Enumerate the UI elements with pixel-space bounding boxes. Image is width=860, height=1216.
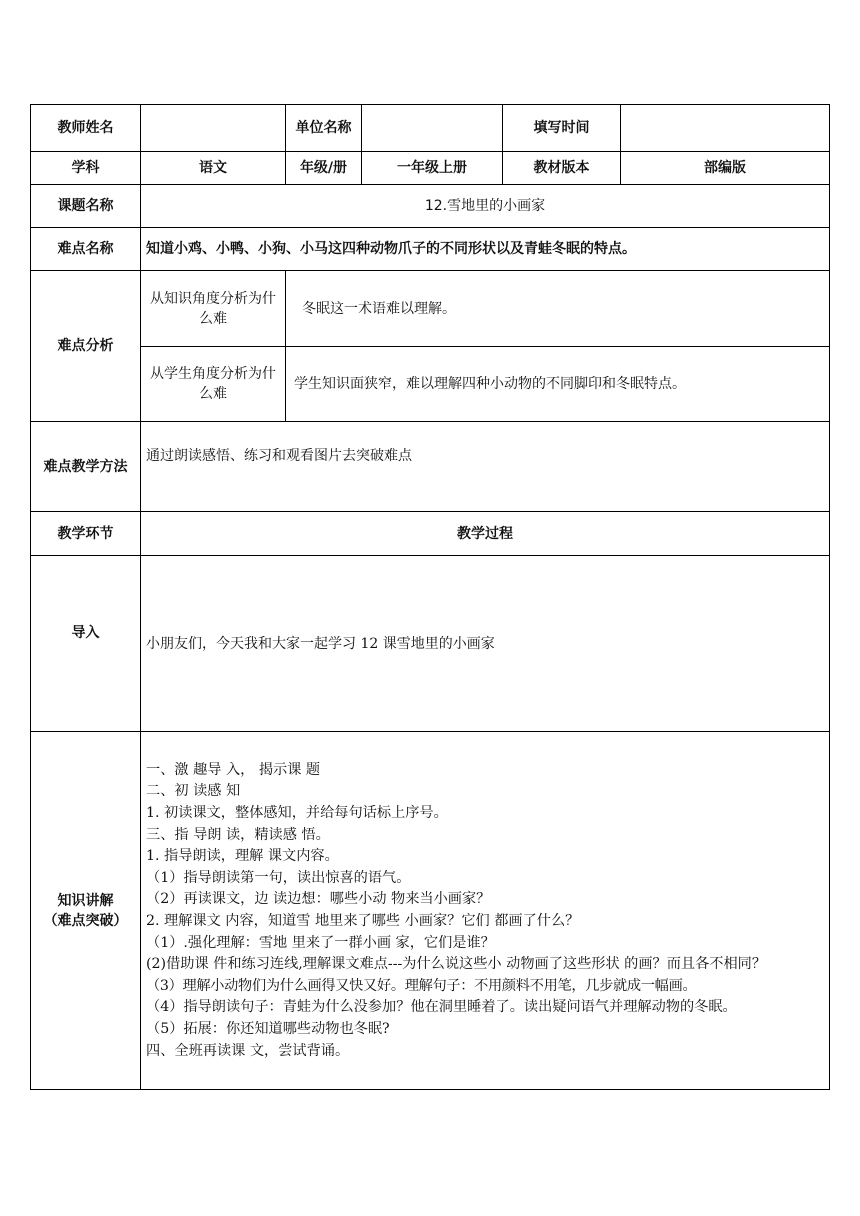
knowledge-line: 四、全班再读课 文，尝试背诵。 xyxy=(146,1042,350,1059)
student-angle-value: 学生知识面狭窄，难以理解四种小动物的不同脚印和冬眠特点。 xyxy=(286,347,830,422)
row-teacher-info xyxy=(31,105,830,152)
knowledge-line: （5）拓展：你还知道哪些动物也冬眠? xyxy=(146,1020,390,1037)
subject-label: 学科 xyxy=(31,152,141,185)
knowledge-angle-value: 冬眠这一术语难以理解。 xyxy=(286,271,830,347)
topic-value: 12.雪地里的小画家 xyxy=(141,185,830,228)
edition-value: 部编版 xyxy=(621,152,830,185)
knowledge-line: （1）.强化理解：雪地 里来了一群小画 家，它们是谁？ xyxy=(146,934,495,951)
row-analysis-student xyxy=(31,347,830,422)
fill-time-value xyxy=(621,105,830,152)
knowledge-line: (2)借助课 件和练习连线,理解课文难点-‐-为什么说这些小 动物画了这些形状 的画？而且各不相同？ xyxy=(146,956,767,973)
knowledge-line: （3）理解小动物们为什么画得又快又好。理解句子：不用颜料不用笔，几步就成一幅画。 xyxy=(146,977,697,994)
stage-header: 教学环节 xyxy=(31,512,141,556)
grade-label: 年级/册 xyxy=(286,152,362,185)
knowledge-line: （2）再读课文，边 读边想：哪些小动 物来当小画家？ xyxy=(146,891,491,908)
difficulty-value: 知道小鸡、小鸭、小狗、小马这四种动物爪子的不同形状以及青蛙冬眠的特点。 xyxy=(141,228,830,271)
knowledge-line: 2. 理解课文 内容，知道雪 地里来了哪些 小画家？它们 都画了什么？ xyxy=(146,913,580,929)
subject-value: 语文 xyxy=(141,152,286,185)
knowledge-line: 1. 指导朗读，理解 课文内容。 xyxy=(146,848,339,865)
analysis-label: 难点分析 xyxy=(31,271,141,422)
method-label: 难点教学方法 xyxy=(31,422,141,512)
row-intro xyxy=(31,556,830,732)
knowledge-angle-label: 从知识角度分析为什么难 xyxy=(141,271,286,347)
knowledge-line: 1. 初读课文，整体感知，并给每句话标上序号。 xyxy=(146,805,448,822)
row-knowledge xyxy=(31,732,830,1090)
process-header: 教学过程 xyxy=(141,512,830,556)
grade-value: 一年级上册 xyxy=(362,152,503,185)
fill-time-label: 填写时间 xyxy=(503,105,621,152)
difficulty-label: 难点名称 xyxy=(31,228,141,271)
knowledge-line: 一、激 趣导 入， 揭示课 题 xyxy=(146,761,321,778)
unit-name-value xyxy=(362,105,503,152)
lesson-plan-table xyxy=(30,104,830,1090)
student-angle-label: 从学生角度分析为什么难 xyxy=(141,347,286,422)
knowledge-label-line2: （难点突破） xyxy=(43,912,128,929)
unit-name-label: 单位名称 xyxy=(286,105,362,152)
knowledge-line: （4）指导朗读句子：青蛙为什么没参加？他在洞里睡着了。读出疑问语气并理解动物的冬眠。 xyxy=(146,999,737,1016)
row-method xyxy=(31,422,830,512)
knowledge-line: （1）指导朗读第一句，读出惊喜的语气。 xyxy=(146,869,411,886)
knowledge-label-cell xyxy=(31,732,141,1090)
knowledge-content xyxy=(141,732,830,1090)
row-subject-info xyxy=(31,152,830,185)
teacher-name-value xyxy=(141,105,286,152)
row-process-header xyxy=(31,512,830,556)
intro-label: 导入 xyxy=(31,556,141,732)
teacher-name-label: 教师姓名 xyxy=(31,105,141,152)
edition-label: 教材版本 xyxy=(503,152,621,185)
knowledge-line: 三、指 导朗 读，精读感 悟。 xyxy=(146,826,330,843)
intro-value: 小朋友们，今天我和大家一起学习 12 课雪地里的小画家 xyxy=(141,556,830,732)
topic-label: 课题名称 xyxy=(31,185,141,228)
method-value: 通过朗读感悟、练习和观看图片去突破难点 xyxy=(141,422,830,512)
row-topic xyxy=(31,185,830,228)
row-difficulty xyxy=(31,228,830,271)
row-analysis-knowledge xyxy=(31,271,830,347)
knowledge-label-line1: 知识讲解 xyxy=(57,892,114,909)
knowledge-line: 二、初 读感 知 xyxy=(146,783,241,800)
